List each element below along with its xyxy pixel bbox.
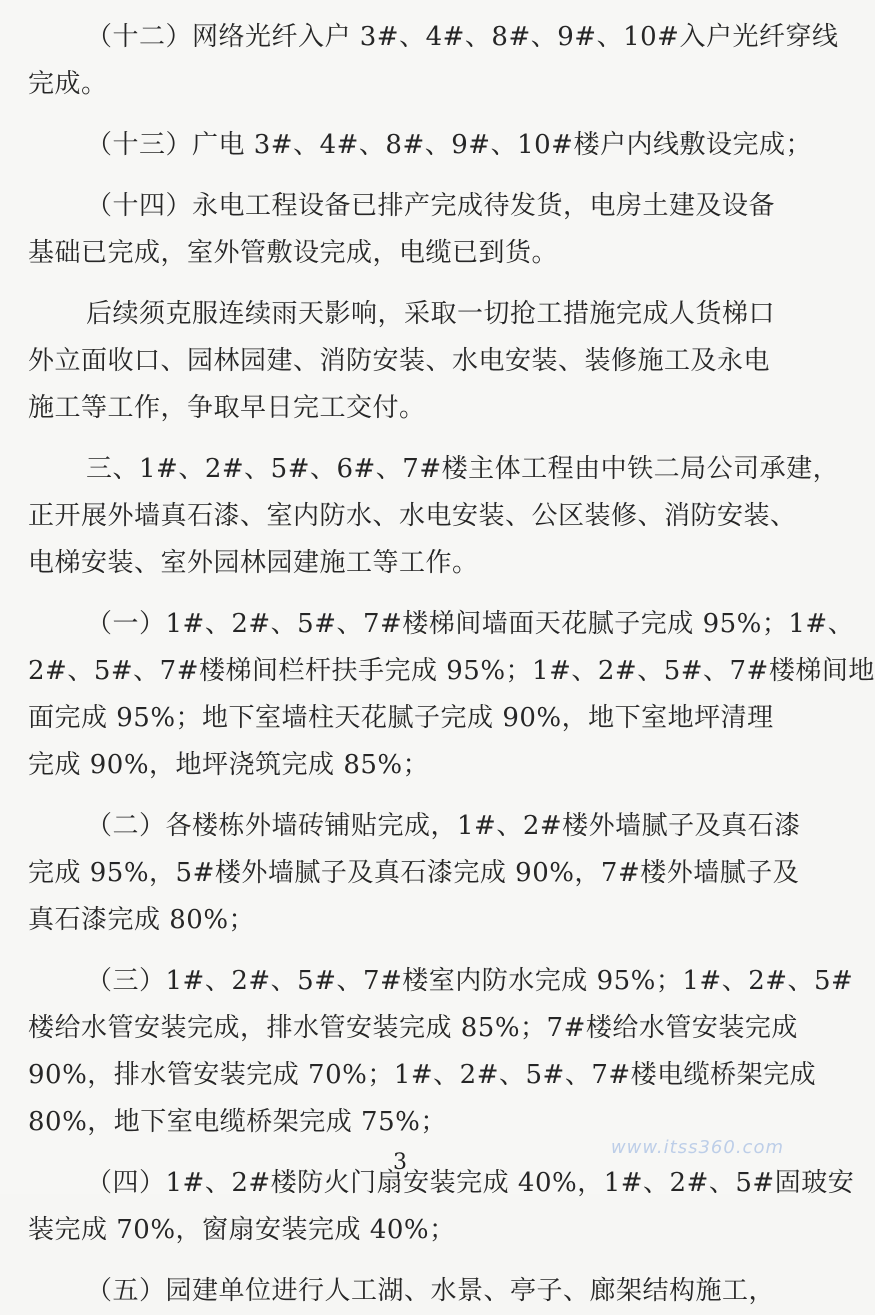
text-line: 楼给水管安装完成，排水管安装完成 85%；7#楼给水管安装完成	[28, 1013, 798, 1043]
text-line: （五）园建单位进行人工湖、水景、亭子、廊架结构施工，	[86, 1276, 776, 1306]
text-line: （十四）永电工程设备已排产完成待发货，电房土建及设备	[86, 191, 776, 221]
text-line: 面完成 95%；地下室墙柱天花腻子完成 90%，地下室地坪清理	[28, 703, 774, 733]
text-line: 正开展外墙真石漆、室内防水、水电安装、公区装修、消防安装、	[28, 501, 797, 531]
text-line: 完成 90%，地坪浇筑完成 85%；	[28, 750, 430, 780]
text-line: 施工等工作，争取早日完工交付。	[28, 393, 426, 423]
text-line: 2#、5#、7#楼梯间栏杆扶手完成 95%；1#、2#、5#、7#楼梯间地	[28, 656, 875, 686]
text-line: 80%，地下室电缆桥架完成 75%；	[28, 1107, 447, 1137]
text-line: 后续须克服连续雨天影响，采取一切抢工措施完成人货梯口	[86, 299, 776, 329]
text-line: （十二）网络光纤入户 3#、4#、8#、9#、10#入户光纤穿线	[86, 22, 839, 52]
text-line: 基础已完成，室外管敷设完成，电缆已到货。	[28, 238, 559, 268]
text-line: （三）1#、2#、5#、7#楼室内防水完成 95%；1#、2#、5#	[86, 966, 854, 996]
text-line: （十三）广电 3#、4#、8#、9#、10#楼户内线敷设完成；	[86, 130, 812, 160]
text-line: 完成。	[28, 69, 108, 99]
text-line: （一）1#、2#、5#、7#楼梯间墙面天花腻子完成 95%；1#、	[86, 609, 855, 639]
text-line: 真石漆完成 80%；	[28, 905, 256, 935]
text-line: 外立面收口、园林园建、消防安装、水电安装、装修施工及永电	[28, 346, 771, 376]
text-line: 三、1#、2#、5#、6#、7#楼主体工程由中铁二局公司承建，	[86, 454, 840, 484]
watermark: www.itss360.com	[610, 1137, 784, 1158]
text-line: （四）1#、2#楼防火门扇安装完成 40%，1#、2#、5#固玻安	[86, 1168, 855, 1198]
page-number: 3	[393, 1150, 407, 1175]
text-line: （二）各楼栋外墙砖铺贴完成，1#、2#楼外墙腻子及真石漆	[86, 811, 801, 841]
text-line: 电梯安装、室外园林园建施工等工作。	[28, 548, 479, 578]
document-body	[28, 14, 875, 1315]
text-line: 装完成 70%，窗扇安装完成 40%；	[28, 1215, 456, 1245]
text-line: 完成 95%，5#楼外墙腻子及真石漆完成 90%，7#楼外墙腻子及	[28, 858, 800, 888]
text-line: 90%，排水管安装完成 70%；1#、2#、5#、7#楼电缆桥架完成	[28, 1060, 817, 1090]
